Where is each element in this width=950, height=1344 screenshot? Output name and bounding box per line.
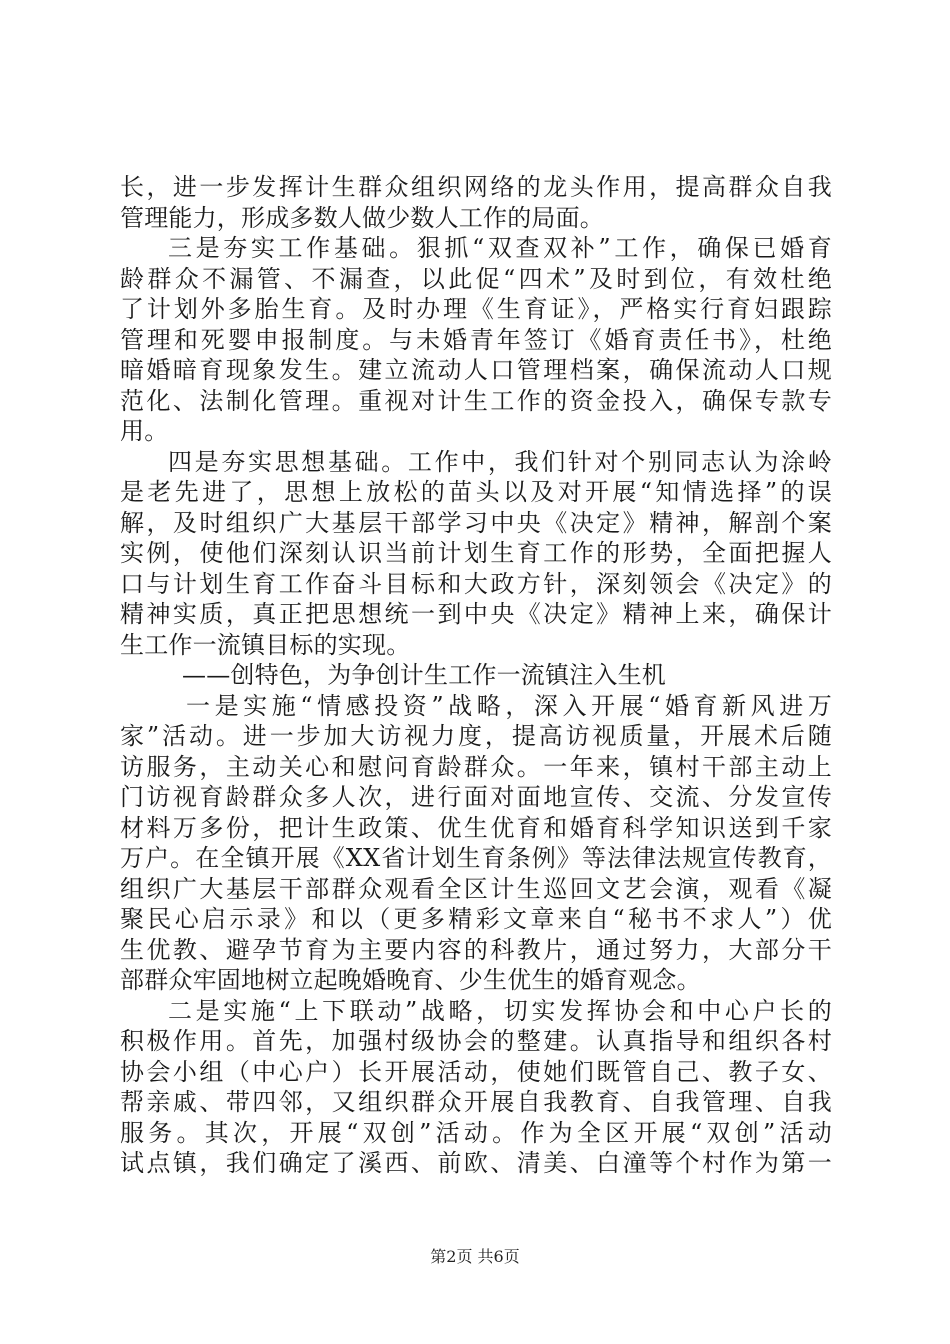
text-line: 生优教、避孕节育为主要内容的科教片，通过努力，大部分干 [120,935,832,964]
text-line: 口与计划生育工作奋斗目标和大政方针，深刻领会《决定》的 [120,569,832,598]
text-line: 试点镇，我们确定了溪西、前欧、清美、白潼等个村作为第一 [120,1149,832,1177]
text-line: 了计划外多胎生育。及时办理《生育证》，严格实行育妇跟踪 [120,295,832,323]
text-line: 服务。其次，开展“双创”活动。作为全区开展“双创”活动 [120,1118,832,1147]
text-line: 聚民心启示录》和以（更多精彩文章来自“秘书不求人”）优 [120,905,832,933]
text-line: 四是夯实思想基础。工作中，我们针对个别同志认为涂岭 [168,447,832,476]
text-line: 材料万多份，把计生政策、优生优育和婚育科学知识送到千家 [120,813,832,842]
text-line: 万户。在全镇开展《XX省计划生育条例》等法律法规宣传教育， [120,844,832,872]
text-line: 管理能力，形成多数人做少数人工作的局面。 [120,203,604,232]
text-line: 精神实质，真正把思想统一到中央《决定》精神上来，确保计 [120,600,832,628]
document-body [120,172,832,1179]
text-line: 龄群众不漏管、不漏查，以此促“四术”及时到位，有效杜绝 [120,264,832,293]
page-number-footer: 第2页 共6页 [430,1247,520,1266]
text-line: 实例，使他们深刻认识当前计划生育工作的形势，全面把握人 [120,539,832,567]
text-line: 组织广大基层干部群众观看全区计生巡回文艺会演，观看《凝 [120,874,832,903]
text-line: 三是夯实工作基础。狠抓“双查双补”工作，确保已婚育 [168,234,832,262]
text-line: 访服务，主动关心和慰问育龄群众。一年来，镇村干部主动上 [120,752,832,781]
text-line: 生工作一流镇目标的实现。 [120,630,411,659]
text-line: 暗婚暗育现象发生。建立流动人口管理档案，确保流动人口规 [120,356,832,384]
text-line: 范化、法制化管理。重视对计生工作的资金投入，确保专款专 [120,386,832,415]
text-line: 管理和死婴申报制度。与未婚青年签订《婚育责任书》，杜绝 [120,325,832,354]
text-line: 部群众牢固地树立起晚婚晚育、少生优生的婚育观念。 [120,966,701,994]
text-line: 协会小组（中心户）长开展活动，使她们既管自己、教子女、 [120,1057,832,1086]
text-line: 是老先进了，思想上放松的苗头以及对开展“知情选择”的误 [120,478,832,506]
text-line: 解，及时组织广大基层干部学习中央《决定》精神，解剖个案 [120,508,832,537]
text-line: 用。 [120,417,169,445]
text-line: 一是实施“情感投资”战略，深入开展“婚育新风进万 [186,691,832,720]
text-line: 二是实施“上下联动”战略，切实发挥协会和中心户长的 [168,996,832,1025]
text-line: 门访视育龄群众多人次，进行面对面地宣传、交流、分发宣传 [120,783,832,811]
text-line: 长，进一步发挥计生群众组织网络的龙头作用，提高群众自我 [120,173,832,201]
section-heading: ——创特色，为争创计生工作一流镇注入生机 [182,661,666,689]
text-line: 积极作用。首先，加强村级协会的整建。认真指导和组织各村 [120,1027,832,1055]
text-line: 家”活动。进一步加大访视力度，提高访视质量，开展术后随 [120,722,832,750]
text-line: 帮亲戚、带四邻，又组织群众开展自我教育、自我管理、自我 [120,1088,832,1116]
